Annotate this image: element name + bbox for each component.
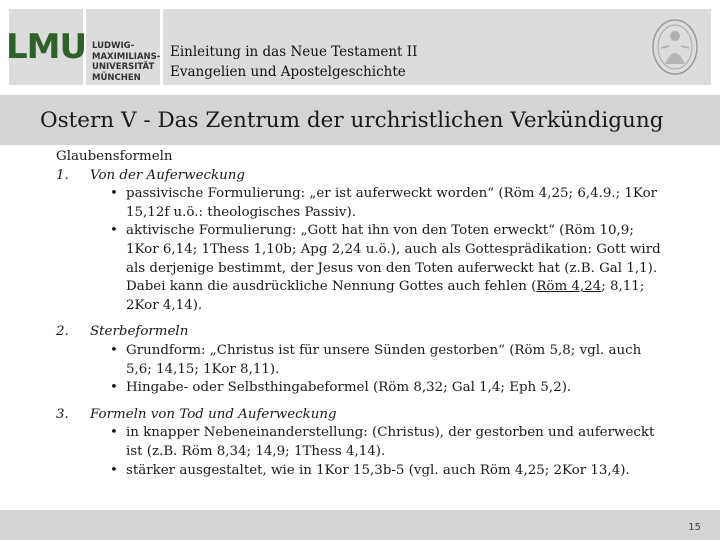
lmu-logo-text: LMU [5, 27, 87, 67]
university-name: LUDWIG- MAXIMILIANS- UNIVERSITÄT MÜNCHEN [92, 41, 161, 83]
university-name-box [86, 9, 160, 85]
section-title: Von der Auferweckung [90, 167, 245, 183]
university-seal-box [641, 9, 711, 85]
section-number: 3. [56, 406, 69, 422]
scripture-link[interactable]: Röm 4,24 [536, 279, 602, 295]
lmu-logo [5, 9, 87, 85]
content-heading: Glaubensformeln [56, 149, 173, 164]
bullet-line: Grundform: „Christus ist für unsere Sünden gestorben“ (Röm 5,8; vgl. auch [126, 342, 642, 358]
bullet-line: stärker ausgestaltet, wie in 1Kor 15,3b-5 (vgl. auch Röm 4,25; 2Kor 13,4). [126, 462, 630, 478]
bullet-dot-icon: • [110, 425, 118, 441]
bullet-item [56, 379, 666, 398]
bullet-text: ; 8,11; [601, 279, 645, 295]
bullet-dot-icon: • [110, 380, 118, 396]
bullet-line: in knapper Nebeneinanderstellung: (Christus), der gestorben und auferweckt [126, 425, 655, 441]
bullet-line: 2Kor 4,14). [126, 297, 203, 313]
slide-title: Ostern V - Das Zentrum der urchristlichen Verkündigung [40, 108, 664, 133]
bullet-item [56, 185, 666, 222]
course-title-line1: Einleitung in das Neue Testament II [170, 44, 418, 60]
bullet-line: ist (z.B. Röm 8,34; 14,9; 1Thess 4,14). [126, 443, 386, 459]
section-title: Sterbeformeln [90, 324, 189, 340]
bullet-line: Hingabe- oder Selbsthingabeformel (Röm 8,32; Gal 1,4; Eph 5,2). [126, 380, 572, 396]
bullet-dot-icon: • [110, 186, 118, 202]
section-2 [56, 323, 666, 342]
bullet-line: passivische Formulierung: „er ist auferweckt worden“ (Röm 4,25; 6,4.9.; 1Kor [126, 186, 658, 202]
bullet-item [56, 462, 666, 481]
university-seal-icon [651, 18, 699, 76]
bullet-line: als derjenige bestimmt, der Jesus von den Toten auferweckt hat (z.B. Gal 1,1). [126, 260, 658, 276]
bullet-line: 1Kor 6,14; 1Thess 1,10b; Apg 2,24 u.ö.), auch als Gottesprädikation: Gott wird [126, 241, 661, 257]
course-title-box [163, 9, 708, 85]
bullet-item [56, 342, 666, 379]
bullet-line [126, 278, 666, 297]
bullet-text: Dabei kann die ausdrückliche Nennung Gottes auch fehlen ( [126, 279, 537, 295]
section-number: 2. [56, 324, 69, 340]
bullet-item [56, 222, 666, 315]
bullet-item [56, 424, 666, 461]
bullet-dot-icon: • [110, 462, 118, 478]
section-number: 1. [56, 167, 69, 183]
section-1 [56, 167, 666, 186]
bullet-line: 15,12f u.ö.: theologisches Passiv). [126, 204, 356, 220]
section-3 [56, 406, 666, 425]
section-title: Formeln von Tod und Auferweckung [90, 406, 337, 422]
bullet-dot-icon: • [110, 223, 118, 239]
bullet-line: 5,6; 14,15; 1Kor 8,11). [126, 361, 280, 377]
slide-footer [0, 510, 720, 540]
page-number: 15 [688, 522, 701, 533]
course-title-line2: Evangelien und Apostelgeschichte [170, 64, 406, 80]
slide-content [56, 148, 666, 480]
bullet-dot-icon: • [110, 342, 118, 358]
bullet-line: aktivische Formulierung: „Gott hat ihn von den Toten erweckt“ (Röm 10,9; [126, 223, 634, 239]
course-title [170, 42, 417, 82]
slide-header [0, 0, 720, 95]
